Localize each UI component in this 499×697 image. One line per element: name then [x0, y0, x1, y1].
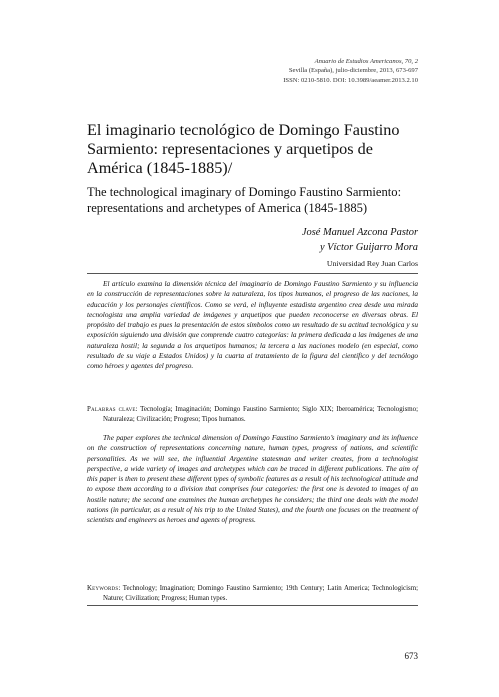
title-english: The technological imaginary of Domingo Faustino Sarmiento: representations and archetypes of America (1845-1885)	[87, 185, 402, 215]
affiliation: Universidad Rey Juan Carlos	[326, 259, 418, 268]
journal-issn-doi: ISSN: 0210-5810. DOI: 10.3989/aeamer.2013.2.10	[283, 76, 418, 84]
journal-info	[283, 57, 418, 85]
keywords-english-text: Technology; Imagination; Domingo Faustino Sarmiento; 19th Century; Latin America; Technologicism; Nature; Civilization; Progress; Human types.	[103, 585, 418, 602]
abstract-english-text: The paper explores the technical dimension of Domingo Faustino Sarmiento’s imaginary and its influence on the construction of representations concerning nature, human types, progress of nations, and scientific personalities. As we will see, the influential Argentine statesman and writer creates, from a technologist perspective, a wide variety of images and archetypes which can be traced in different publications. The aim of this paper is then to present these different types of symbolic features as a result of his technological attitude and to expose them according to a division that comprises four categories: the first one is devoted to images of an hostile nature; the second one examines the human archetypes he considers; the third one deals with the model nations (in particular, as a result of his trip to the United States), and the fourth one focuses on the treatment of scientists and engineers as heroes and agents of progress.	[87, 433, 418, 525]
title-spanish: El imaginario tecnológico de Domingo Faustino Sarmiento: representaciones y arquetipos de América (1845-1885)/	[87, 121, 400, 177]
abstract-english	[87, 433, 418, 526]
author-line-1: José Manuel Azcona Pastor	[301, 227, 418, 238]
keywords-english: Keywords: Technology; Imagination; Domingo Faustino Sarmiento; 19th Century; Latin America; Technologicism; Nature; Civilization; Progress; Human types.	[87, 585, 418, 602]
abstract-spanish	[87, 279, 418, 372]
journal-issue: Sevilla (España), julio-diciembre, 2013, 673-697	[288, 67, 418, 75]
keywords-spanish: Palabras clave: Tecnología; Imaginación; Domingo Faustino Sarmiento; Siglo XIX; Iberoamérica; Tecnologismo; Naturaleza; Civilización; Progreso; Tipos humanos.	[87, 406, 418, 423]
author-line-2: y Víctor Guijarro Mora	[319, 241, 418, 253]
divider-top	[87, 273, 418, 274]
page-number: 673	[404, 651, 418, 661]
authors	[302, 226, 418, 255]
journal-name: Anuario de Estudios Americanos, 70, 2	[314, 58, 418, 65]
keywords-english-label: Keywords	[87, 585, 119, 592]
divider-bottom	[87, 605, 418, 606]
abstract-spanish-text: El artículo examina la dimensión técnica del imaginario de Domingo Faustino Sarmiento y su influencia en la construcción de representaciones sobre la naturaleza, los tipos humanos, el progreso de las naciones, la educación y los personajes científicos. Como se verá, el influyente estadista argentino crea desde una mirada tecnologista una amplia variedad de imágenes y arquetipos que pueden reconocerse en diversas obras. El propósito del trabajo es pues la presentación de estos símbolos como un resultado de su actitud tecnológica y su exposición siguiendo una división que comprende cuatro categorías: la primera dedicada a las imágenes de una naturaleza hostil; la segunda a los arquetipos humanos; la tercera a las naciones modelo (en especial, como resultado de su viaje a Estados Unidos) y la cuarta al tratamiento de la figura del científico y del tecnólogo como héroes y agentes del progreso.	[87, 279, 418, 371]
keywords-spanish-label: Palabras clave	[87, 406, 136, 413]
keywords-spanish-text: Tecnología; Imaginación; Domingo Faustino Sarmiento; Siglo XIX; Iberoamérica; Tecnologismo; Naturaleza; Civilización; Progreso; Tipos humanos.	[103, 406, 418, 423]
